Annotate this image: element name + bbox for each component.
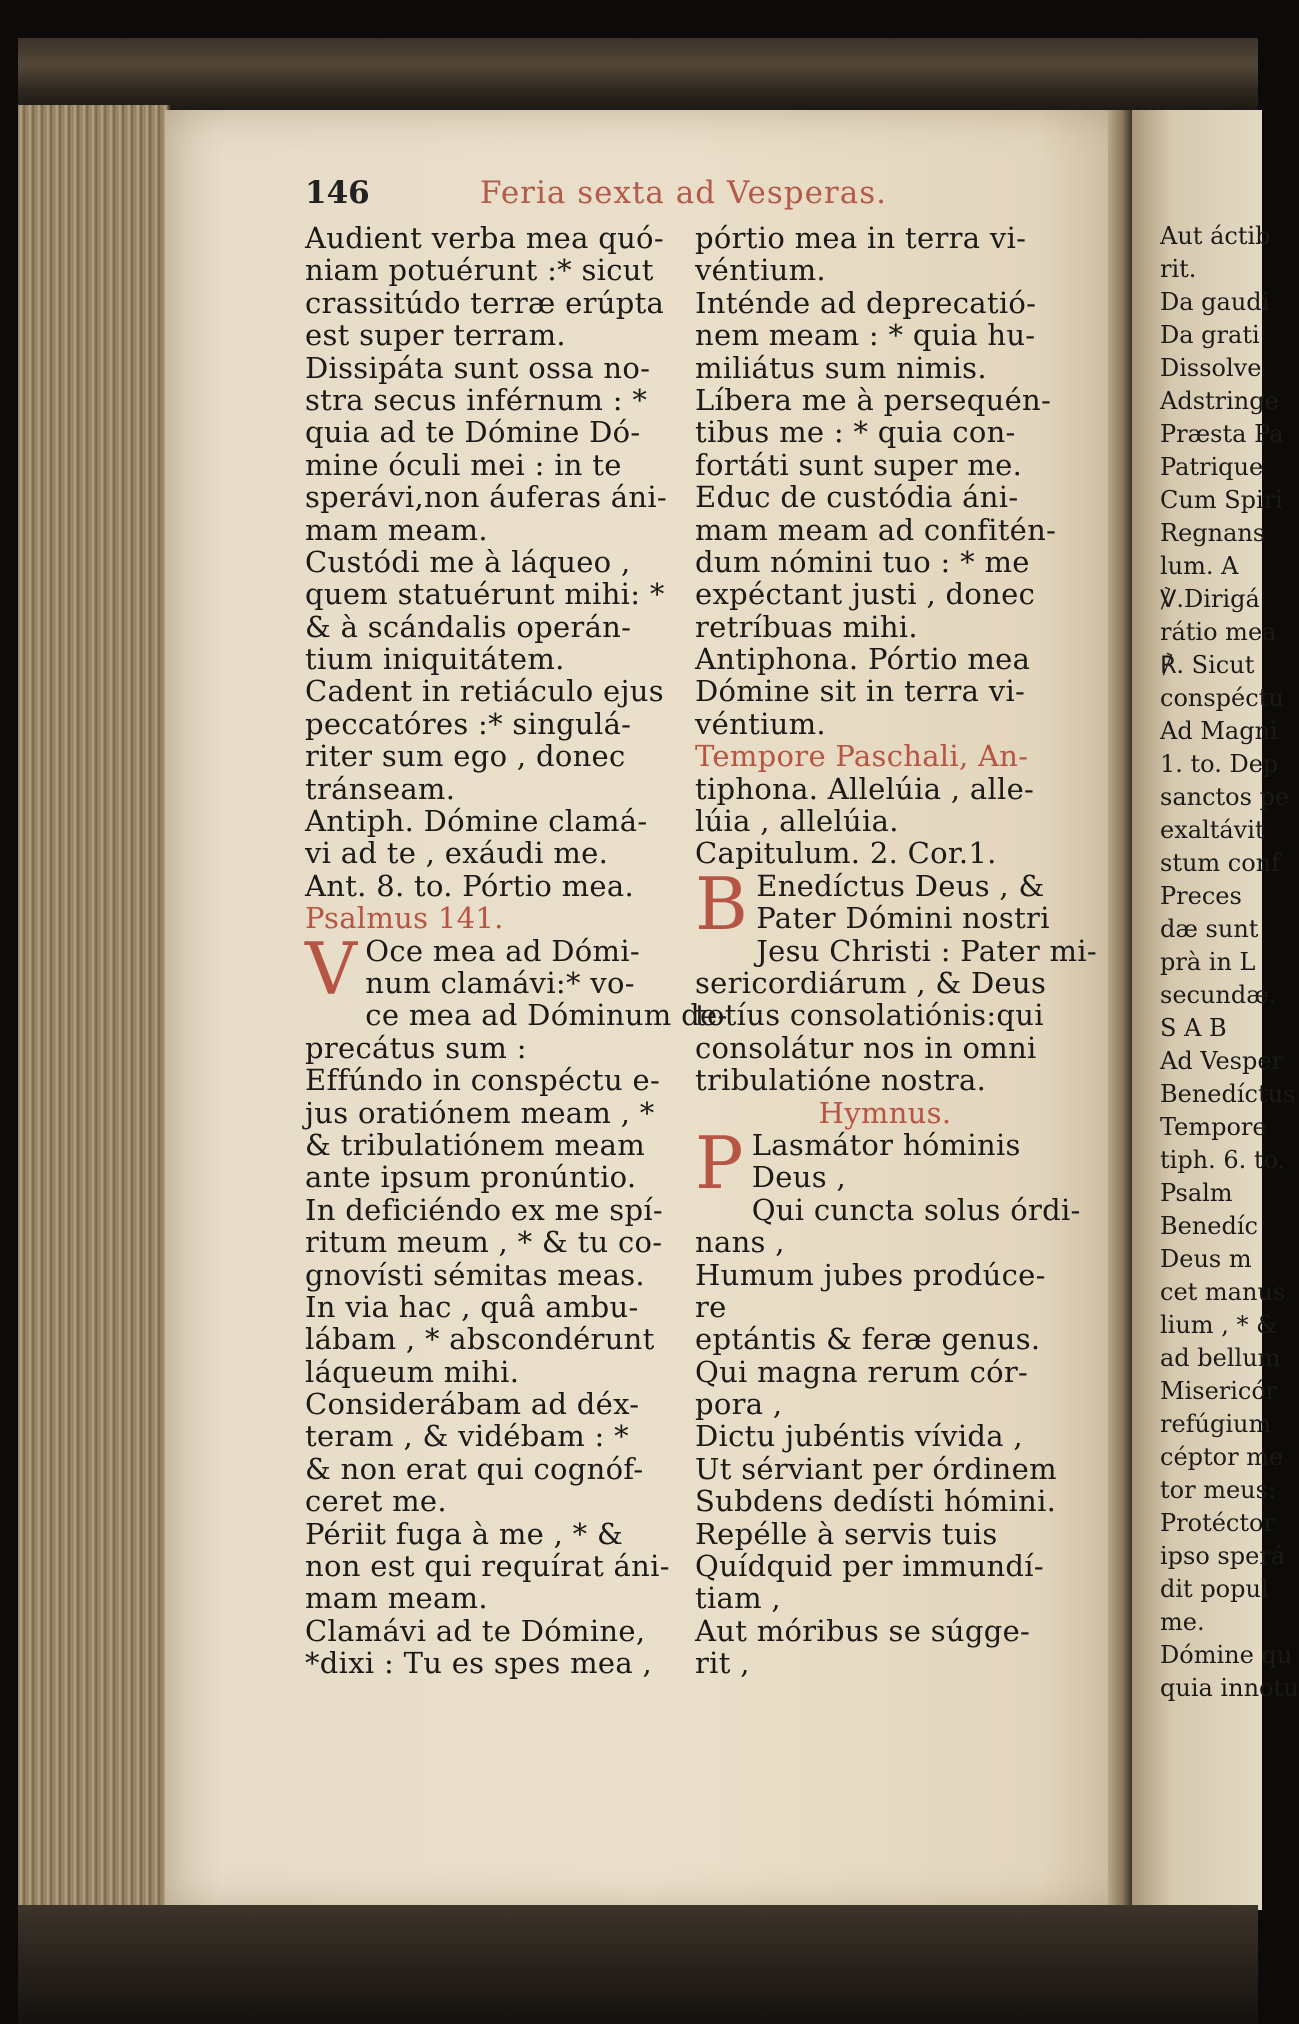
text-line: tibus me : * quia con- [695,415,1016,450]
text-line: non est qui requírat áni- [305,1549,670,1584]
text-line: exaltávit [1160,816,1265,844]
text-line: dæ sunt [1160,915,1259,943]
text-line: Quídquid per immundí- [695,1549,1044,1584]
text-line: Da gaudi [1160,288,1270,316]
text-line: Ad Vesper [1160,1047,1284,1075]
page-gutter [1108,110,1132,1910]
text-line: Tempore [1160,1113,1267,1141]
page-header [305,175,1105,215]
text-line: lum. A [1160,552,1239,580]
text-line: & tribulatiónem meam [305,1127,646,1162]
text-line: peccatóres :* singulá- [305,706,632,741]
text-line: Educ de custódia áni- [695,480,1019,515]
text-line: Benedíctus [1160,1080,1296,1108]
text-line: tiph. 6. to. [1160,1146,1286,1174]
text-line: Deus m [1160,1245,1252,1273]
left-column [305,221,728,1681]
text-line: Inténde ad deprecatió- [695,285,1037,320]
text-line: tor meus: [1160,1476,1277,1504]
text-line: Benedíc [1160,1212,1258,1240]
text-line: stum conf [1160,849,1281,877]
text-line: ceret me. [305,1484,447,1519]
text-line: Adstringe [1160,387,1279,415]
text-line: num clamávi:* vo- [365,965,635,1000]
text-line: precátus sum : [305,1030,527,1065]
hymn-title: Hymnus. [818,1095,952,1130]
text-line: & à scándalis operán- [305,609,632,644]
text-line: pórtio mea in terra vi- [695,221,1027,255]
right-column [695,221,1097,1681]
text-line: sericordiárum , & Deus [695,965,1047,1000]
text-line: ℣.Dirigá [1160,585,1260,613]
text-line: refúgium [1160,1410,1272,1438]
text-line: Antiph. Dómine clamá- [305,804,648,839]
text-line: Dictu jubéntis vívida , [695,1419,1023,1454]
text-line: tium iniquitátem. [305,642,565,677]
text-line: mam meam ad confitén- [695,512,1057,547]
text-line: Pater Dómini nostri [756,901,1050,936]
text-line: gnovísti sémitas meas. [305,1257,645,1292]
text-line: quem statuérunt mihi: * [305,577,665,612]
text-line: In via hac , quâ ambu- [305,1289,639,1324]
text-line: céptor me [1160,1443,1284,1471]
text-line: lúia , allelúia. [695,804,899,839]
dropcap-letter: V [305,926,358,1011]
text-line: & non erat qui cognóf- [305,1451,644,1486]
text-line: stra secus inférnum : * [305,382,648,417]
text-line: ipso sperá [1160,1542,1286,1570]
text-line: lium , * & [1160,1311,1278,1339]
text-line: mam meam. [305,512,488,547]
text-line: tiam , [695,1581,781,1616]
text-line: me. [1160,1608,1205,1636]
text-line: Preces [1160,882,1242,910]
text-line: miliátus sum nimis. [695,350,987,385]
text-line: Subdens dedísti hómini. [695,1484,1057,1519]
text-line: tránseam. [305,771,456,806]
text-line: eptántis & feræ genus. [695,1322,1041,1357]
text-line: S A B [1160,1014,1227,1042]
text-line: Da grati [1160,321,1260,349]
text-line: dum nómini tuo : * me [695,544,1030,579]
text-line: Patrique [1160,453,1264,481]
dropcap-letter: P [695,1120,744,1205]
text-line: totíus consolatiónis:qui [695,998,1044,1033]
text-line: rit , [695,1646,750,1681]
text-line: consolátur nos in omni [695,1030,1037,1065]
text-line: tiphona. Allelúia , alle- [695,771,1035,806]
text-line: Audient verba mea quó- [305,221,664,255]
text-line: pora , [695,1387,783,1422]
text-line: Dómine qu [1160,1641,1293,1669]
text-line: Périit fuga à me , * & [305,1516,624,1551]
text-line: Qui magna rerum cór- [695,1354,1029,1389]
text-line: Custódi me à láqueo , [305,544,631,579]
text-line: Oce mea ad Dómi- [365,933,641,968]
dropcap-block [305,926,690,1011]
running-title: Feria sexta ad Vesperas. [480,175,887,211]
text-line: Ant. 8. to. Pórtio mea. [305,868,634,903]
text-line: est super terram. [305,318,566,353]
text-line: Capitulum. 2. Cor.1. [695,836,997,871]
dropcap-letter: B [695,861,749,946]
book-spine-top [18,38,1258,113]
text-line: Psalm [1160,1179,1233,1207]
text-line: ℟. Sicut [1160,651,1255,679]
text-line: sanctos pe [1160,783,1290,811]
text-line: mine óculi mei : in te [305,447,622,482]
text-line: Líbera me à persequén- [695,382,1052,417]
text-line: secundæ. [1160,981,1277,1009]
text-line: conspéctu [1160,684,1284,712]
text-line: *dixi : Tu es spes mea , [305,1646,652,1681]
text-line: tribulatióne nostra. [695,1063,987,1098]
page-edges [18,105,170,1920]
text-line: crassitúdo terræ erúpta [305,285,665,320]
text-line: dit popul [1160,1575,1269,1603]
text-line: Præsta Pa [1160,420,1284,448]
text-line: Antiphona. Pórtio mea [695,642,1031,677]
text-line: ad bellum [1160,1344,1281,1372]
text-line: Protéctor [1160,1509,1275,1537]
text-line: rit. [1160,255,1197,283]
text-line: niam potuérunt :* sicut [305,253,654,288]
text-line: Clamávi ad te Dómine, [305,1613,646,1648]
text-line: retríbuas mihi. [695,609,918,644]
text-line: Tempore Paschali, An- [695,739,1029,774]
text-line: véntium. [695,253,826,288]
text-line: nans , [695,1225,785,1260]
text-line: Qui cuncta solus órdi- [751,1192,1081,1227]
page-number: 146 [305,175,370,211]
text-line: expéctant justi , donec [695,577,1036,612]
text-line: prà in L [1160,948,1256,976]
facing-page-text [1160,220,1299,1705]
text-line: Considerábam ad déx- [305,1387,640,1422]
text-line: Jesu Christi : Pater mi- [756,933,1097,968]
text-line: véntium. [695,706,826,741]
text-line: Misericór [1160,1377,1278,1405]
text-line: Cum Spiri [1160,486,1283,514]
text-line: Dissipáta sunt ossa no- [305,350,651,385]
text-line: Dómine sit in terra vi- [695,674,1026,709]
text-line: In deficiéndo ex me spí- [305,1192,664,1227]
text-line: Enedíctus Deus , & [756,868,1045,903]
book-bottom-shadow [18,1905,1258,2024]
text-line: Dissolve [1160,354,1262,382]
text-line: nem meam : * quia hu- [695,318,1036,353]
text-line: Psalmus 141. [305,901,504,936]
text-line: Aut áctib [1160,222,1271,250]
text-line: jus oratiónem meam , * [305,1095,655,1130]
text-line: Cadent in retiáculo ejus [305,674,664,709]
text-line: quia innotu [1160,1674,1299,1702]
text-line: Humum jubes prodúce- [695,1257,1046,1292]
text-line: rátio mea [1160,618,1277,646]
text-line: Aut móribus se súgge- [695,1613,1031,1648]
dropcap-block [695,1120,1075,1205]
text-line: riter sum ego , donec [305,739,626,774]
text-line: Effúndo in conspéctu e- [305,1063,661,1098]
text-line: ante ipsum pronúntio. [305,1160,637,1195]
text-line: fortáti sunt super me. [695,447,1023,482]
text-line: Lasmátor hóminis [751,1127,1021,1162]
text-line: Regnans [1160,519,1266,547]
text-line: Ut sérviant per órdinem [695,1451,1057,1486]
text-line: Ad Magni [1160,717,1278,745]
text-line: mam meam. [305,1581,488,1616]
text-line: lábam , * abscondérunt [305,1322,655,1357]
text-line: teram , & vidébam : * [305,1419,629,1454]
text-line: sperávi,non áuferas áni- [305,480,668,515]
text-line: ce mea ad Dóminum de- [365,998,728,1033]
text-line: quia ad te Dómine Dó- [305,415,641,450]
dropcap-block [695,861,1075,946]
text-line: Deus , [751,1160,846,1195]
text-line: cet manus [1160,1278,1286,1306]
text-line: ritum meum , * & tu co- [305,1225,663,1260]
text-line: vi ad te , exáudi me. [305,836,609,871]
text-line: láqueum mihi. [305,1354,520,1389]
text-line: Repélle à servis tuis [695,1516,998,1551]
text-line: re [695,1289,727,1324]
text-line: 1. to. Dep [1160,750,1279,778]
